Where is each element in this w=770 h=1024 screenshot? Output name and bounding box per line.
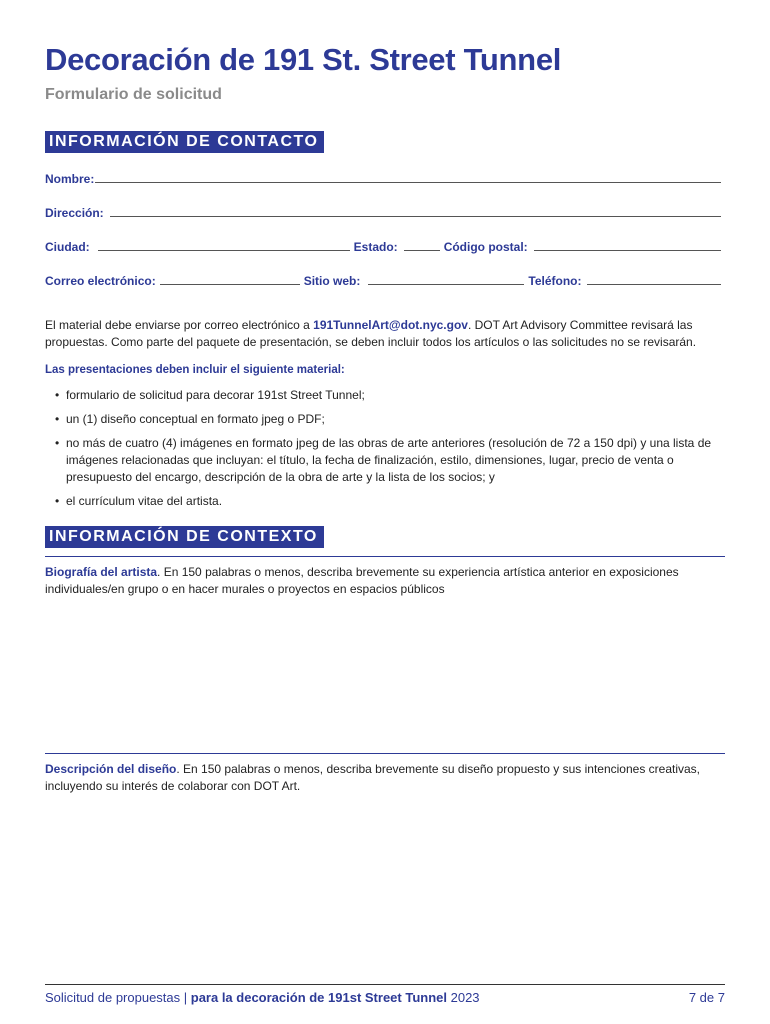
design-description-text: . En 150 palabras o menos, describa brevemente su diseño propuesto y sus intenciones creativas, incluyendo su interés de colaborar con DOT Art.: [45, 762, 701, 793]
contact-section-heading: INFORMACIÓN DE CONTACTO: [45, 131, 324, 153]
postal-label: Código postal:: [443, 240, 528, 254]
form-page: [45, 0, 725, 1024]
list-item: [55, 411, 725, 428]
submission-email-link[interactable]: 191TunnelArt@dot.nyc.gov: [313, 318, 468, 332]
list-item: [55, 435, 725, 486]
design-description-answer-area[interactable]: [45, 798, 725, 973]
instructions-text-start: El material debe enviarse por correo electrónico a: [45, 318, 314, 332]
footer-title: [45, 990, 480, 1005]
city-field[interactable]: [98, 238, 350, 251]
design-description-prompt: [45, 761, 725, 795]
footer-light-text: Solicitud de propuestas |: [45, 990, 191, 1005]
city-row: [45, 236, 725, 254]
email-row: [45, 270, 725, 288]
name-label: Nombre:: [45, 172, 95, 186]
artist-bio-label: Biografía del artista: [45, 565, 158, 579]
postal-field[interactable]: [534, 238, 721, 251]
email-field[interactable]: [160, 272, 300, 285]
page-number: 7 de 7: [688, 990, 725, 1005]
email-label: Correo electrónico:: [45, 274, 156, 288]
footer-divider: [45, 984, 725, 985]
materials-list-heading: Las presentaciones deben incluir el siguiente material:: [45, 364, 345, 376]
bullet-icon: •: [55, 388, 60, 402]
list-item-text: un (1) diseño conceptual en formato jpeg o PDF;: [66, 412, 325, 426]
divider: [45, 753, 725, 754]
list-item-text: no más de cuatro (4) imágenes en formato jpeg de las obras de arte anteriores (resolución de 72 a 150 dpi) y una lista de imágenes relacionadas que incluyan: el título, la fecha de finalización, estilo, dimensiones, lugar, precio de venta o presupuesto del encargo, descripción de la obra de arte y la lista de los socios; y: [66, 436, 712, 484]
address-field[interactable]: [110, 204, 721, 217]
list-item-text: el currículum vitae del artista.: [66, 494, 223, 508]
phone-field[interactable]: [587, 272, 721, 285]
address-label: Dirección:: [45, 206, 104, 220]
bullet-icon: •: [55, 436, 60, 450]
phone-label: Teléfono:: [528, 274, 582, 288]
instructions-text-end: . DOT Art Advisory Committee revisará las propuestas. Como parte del paquete de presentación, se deben incluir todos los artículos o las solicitudes no se revisarán.: [45, 318, 697, 349]
design-description-label: Descripción del diseño: [45, 762, 177, 776]
context-section-heading: INFORMACIÓN DE CONTEXTO: [45, 526, 324, 548]
city-label: Ciudad:: [45, 240, 90, 254]
page-title: Decoración de 191 St. Street Tunnel: [45, 42, 562, 77]
divider: [45, 556, 725, 557]
state-field[interactable]: [404, 238, 440, 251]
page-subtitle: Formulario de solicitud: [45, 86, 222, 103]
website-field[interactable]: [368, 272, 524, 285]
bullet-icon: •: [55, 412, 60, 426]
bullet-icon: •: [55, 494, 60, 508]
list-item: [55, 493, 725, 510]
footer-bold-text: para la decoración de 191st Street Tunnel: [190, 990, 447, 1005]
list-item: [55, 387, 725, 404]
artist-bio-answer-area[interactable]: [45, 600, 725, 745]
address-row: [45, 202, 725, 220]
page-footer: [45, 990, 725, 1005]
artist-bio-prompt: [45, 564, 725, 598]
submission-instructions: [45, 317, 725, 351]
name-row: [45, 168, 725, 186]
materials-list: [55, 387, 725, 517]
footer-year: 2023: [447, 990, 480, 1005]
artist-bio-text: . En 150 palabras o menos, describa brevemente su experiencia artística anterior en exposiciones individuales/en grupo o en hacer murales o proyectos en espacios públicos: [45, 565, 679, 596]
list-item-text: formulario de solicitud para decorar 191st Street Tunnel;: [66, 388, 365, 402]
state-label: Estado:: [353, 240, 398, 254]
name-field[interactable]: [95, 170, 721, 183]
website-label: Sitio web:: [303, 274, 361, 288]
